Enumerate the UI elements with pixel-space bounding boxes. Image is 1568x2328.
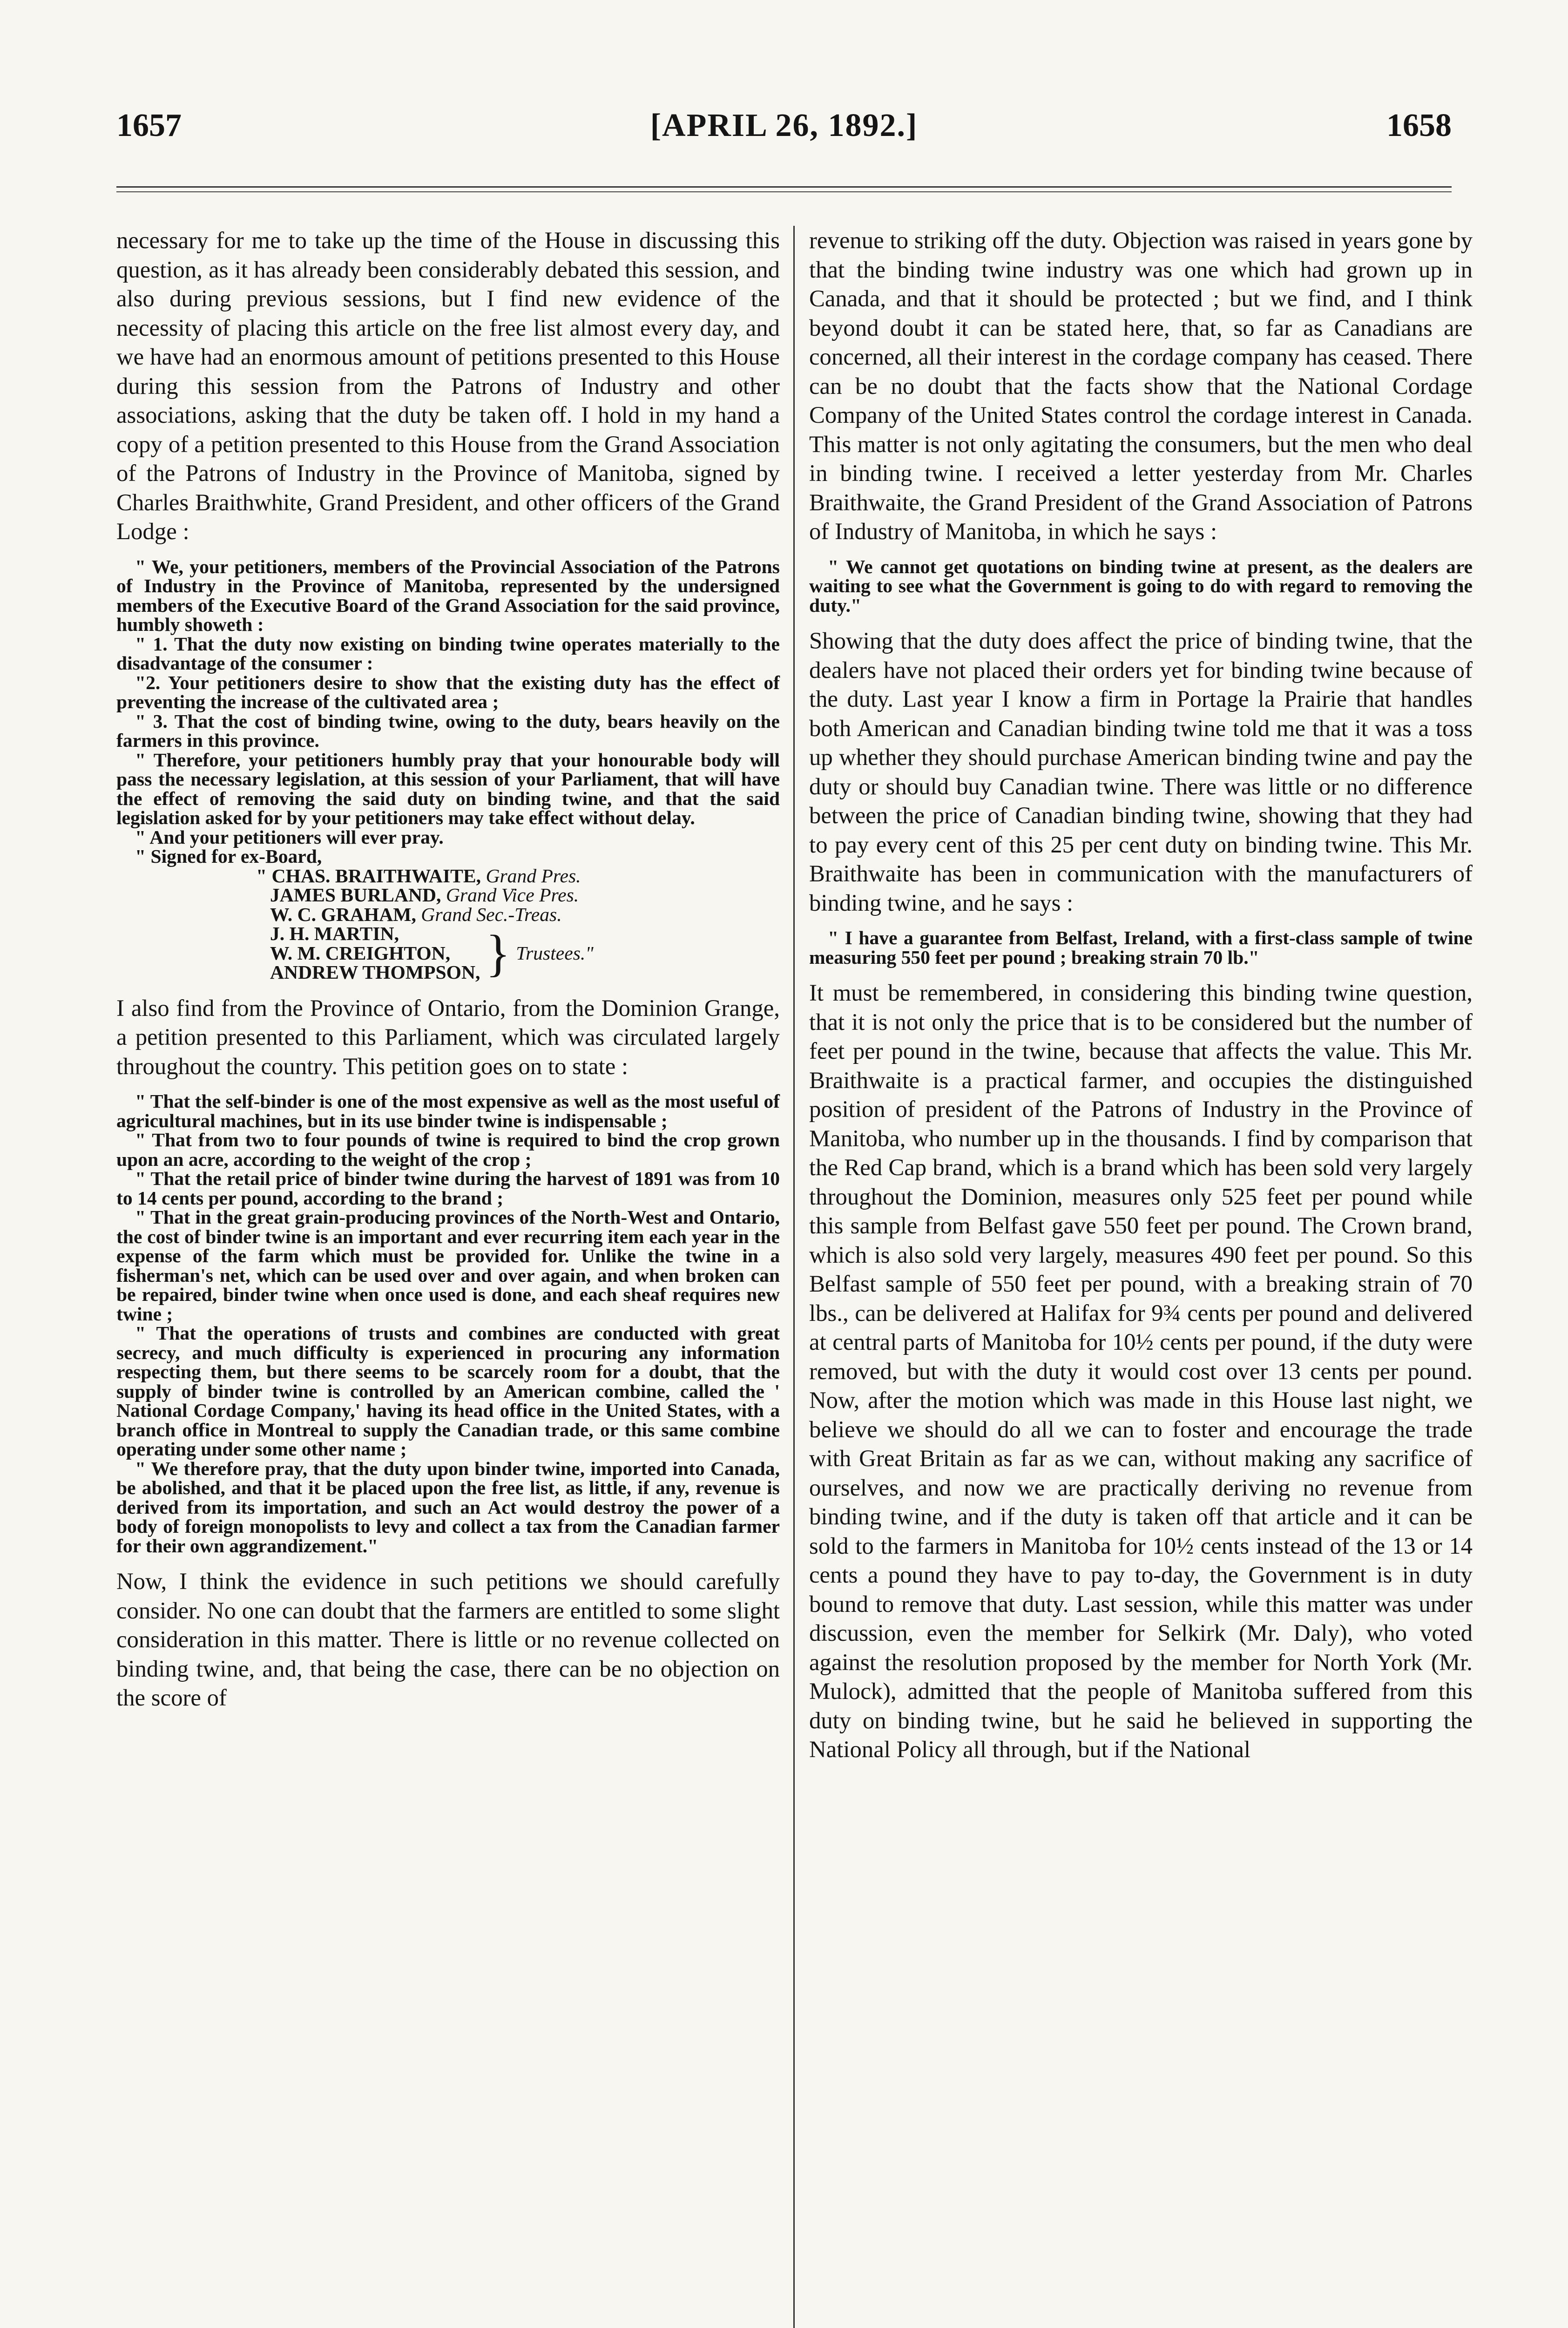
petition-quote: "2. Your petitioners desire to show that the existing duty has the effect of preventing the increase of the cultivated area ; [116,671,780,712]
signatory: W. C. GRAHAM, Grand Sec.-Treas. [270,903,562,925]
petition-quote: " That the retail price of binder twine during the harvest of 1891 was from 10 to 14 cents per pound, according to the brand ; [116,1168,780,1209]
petition-quote: " That the self-binder is one of the most expensive as well as the most useful of agricultural machines, but in its use binder twine is indispensable ; [116,1090,780,1131]
signatory: " CHAS. BRAITHWAITE, Grand Pres. [256,865,581,887]
trustee-name: ANDREW THOMPSON, [270,961,480,983]
page-header [116,107,1452,158]
petition-quote: " 1. That the duty now existing on binding twine operates materially to the disadvantage of the consumer : [116,633,780,674]
paragraph: Showing that the duty does affect the price of binding twine, that the dealers have not placed their orders yet for binding twine because of the duty. Last year I know a firm in Portage la Prairie that handles both American and Canadian binding twine told me that it was a toss up whether they should purchase American binding twine and pay the duty or should buy Canadian twine. There was little or no difference between the price of Canadian binding twine, showing that they had to pay every cent of this 25 per cent duty on binding twine. This Mr. Braithwaite has been in communication with the manufacturers of binding twine, and he says : [809,628,1473,916]
trustee-name: J. H. MARTIN, [270,923,399,944]
page-number-right: 1658 [1386,108,1452,143]
trustees-label: Trustees." [516,942,594,964]
header-date: [APRIL 26, 1892.] [650,108,918,143]
letter-quote: " I have a guarantee from Belfast, Ireland, with a first-class sample of twine measuring 550 feet per pound ; breaking strain 70 lb." [809,927,1473,968]
petition-quote: " That in the great grain-producing provinces of the North-West and Ontario, the cost of binder twine is an important and ever recurring item each year in the expense of the farm which must be provided for. Unlike the twine in a fisherman's net, which can be used over and over again, and when broken can be repaired, binder twine when once used is done, and each sheaf requires new twine ; [116,1206,780,1325]
signed-line: " Signed for ex-Board, [135,846,322,867]
brace-glyph: } [486,925,511,982]
petition-quote: " And your petitioners will ever pray. [135,826,444,848]
column-divider [793,226,795,2328]
petition-quote: " We, your petitioners, members of the Provincial Association of the Patrons of Industry in the Province of Manitoba, represented by the undersigned members of the Executive Board of the Grand Association for the said province, humbly showeth : [116,555,780,635]
petition-quote: " Therefore, your petitioners humbly pray that your honourable body will pass the necessary legislation, at this session of your Parliament, that will have the effect of removing the said duty on binding twine, and that the said legislation asked for by your petitioners may take effect without delay. [116,749,780,828]
page-number-left: 1657 [116,108,182,143]
paragraph: It must be remembered, in considering this binding twine question, that it is not only the price that is to be considered but the number of feet per pound in the twine, because that affects the value. This Mr. Braithwaite is a practical farmer, and occupies the distinguished position of president of the Patrons of Industry in the Province of Manitoba, who number up in the thousands. I find by comparison that the Red Cap brand, which is a brand which has been sold very largely throughout the Dominion, measures only 525 feet per pound while this sample from Belfast gave 550 feet per pound. The Crown brand, which is also sold very largely, measures 490 feet per pound. So this Belfast sample of 550 feet per pound, with a breaking strain of 70 lbs., can be delivered at Halifax for 9¾ cents per pound and delivered at central parts of Manitoba for 10½ cents per pound, if the duty were removed, but with the duty it would cost over 13 cents per pound. Now, after the motion which was made in this House last night, we believe we should do all we can to foster and encourage the trade with Great Britain as far as we can, without making any sacrifice of ourselves, and now we are practically deriving no revenue from binding twine, and if the duty is taken off that article and it can be sold to the farmers in Manitoba for 10½ cents instead of the 13 or 14 cents a pound they have to pay to-day, the Government is in duty bound to remove that duty. Last session, while this matter was under discussion, even the member for Selkirk (Mr. Daly), who voted against the resolution proposed by the member for North York (Mr. Mulock), admitted that the people of Manitoba suffered from this duty on binding twine, but he said he believed in supporting the National Policy all through, but if the National [809,980,1473,1762]
paragraph: Now, I think the evidence in such petitions we should carefully consider. No one can doubt that the farmers are entitled to some slight consideration in this matter. There is little or no revenue collected on binding twine, and, that being the case, there can be no objection on the score of [116,1568,780,1711]
petition-quote: " We therefore pray, that the duty upon binder twine, imported into Canada, be abolished, and that it be placed upon the free list, as little, if any, revenue is derived from its importation, and such an Act would destroy the power of a body of foreign monopolists to levy and collect a tax from the Canadian farmer for their own aggrandizement." [116,1457,780,1557]
paragraph: revenue to striking off the duty. Objection was raised in years gone by that the binding twine industry was one which had grown up in Canada, and that it should be protected ; but we find, and I think beyond doubt it can be stated here, that, so far as Canadians are concerned, all their interest in the cordage company has ceased. There can be no doubt that the facts show that the National Cordage Company of the United States control the cordage interest in Canada. This matter is not only agitating the consumers, but the men who deal in binding twine. I received a letter yesterday from Mr. Charles Braithwaite, the Grand President of the Grand Association of Patrons of Industry of Manitoba, in which he says : [809,227,1473,544]
trustees-group [116,924,780,982]
paragraph: I also find from the Province of Ontario, from the Dominion Grange, a petition presented to this Parliament, which was circulated largely throughout the country. This petition goes on to state : [116,995,780,1079]
left-column [116,226,780,1712]
letter-quote: " We cannot get quotations on binding twine at present, as the dealers are waiting to see what the Government is going to do with regard to removing the duty." [809,555,1473,616]
paragraph: necessary for me to take up the time of the House in discussing this question, as it has already been considerably debated this session, and also during previous sessions, but I find new evidence of the necessity of placing this article on the free list almost every day, and we have had an enormous amount of petitions presented to this House during this session from the Patrons of Industry and other associations, asking that the duty be taken off. I hold in my hand a copy of a petition presented to this House from the Grand Association of the Patrons of Industry in the Province of Manitoba, signed by Charles Braithwhite, Grand President, and other officers of the Grand Lodge : [116,227,780,544]
right-column [809,226,1473,1764]
signatory: JAMES BURLAND, Grand Vice Pres. [270,884,579,906]
petition-quote: " That the operations of trusts and combines are conducted with great secrecy, and much difficulty is experienced in procuring any information respecting them, but there seems to be scarcely room for a doubt, that the supply of binder twine is controlled by an American combine, called the ' National Cordage Company,' having its head office in the United States, with a branch office in Montreal to supply the Canadian trade, or this same combine operating under some other name ; [116,1322,780,1460]
signature-block [116,847,780,982]
petition-quote: " That from two to four pounds of twine is required to bind the crop grown upon an acre, according to the weight of the crop ; [116,1129,780,1170]
header-rule [116,186,1452,192]
trustee-name: W. M. CREIGHTON, [270,942,451,964]
petition-quote: " 3. That the cost of binding twine, owing to the duty, bears heavily on the farmers in this province. [116,710,780,751]
